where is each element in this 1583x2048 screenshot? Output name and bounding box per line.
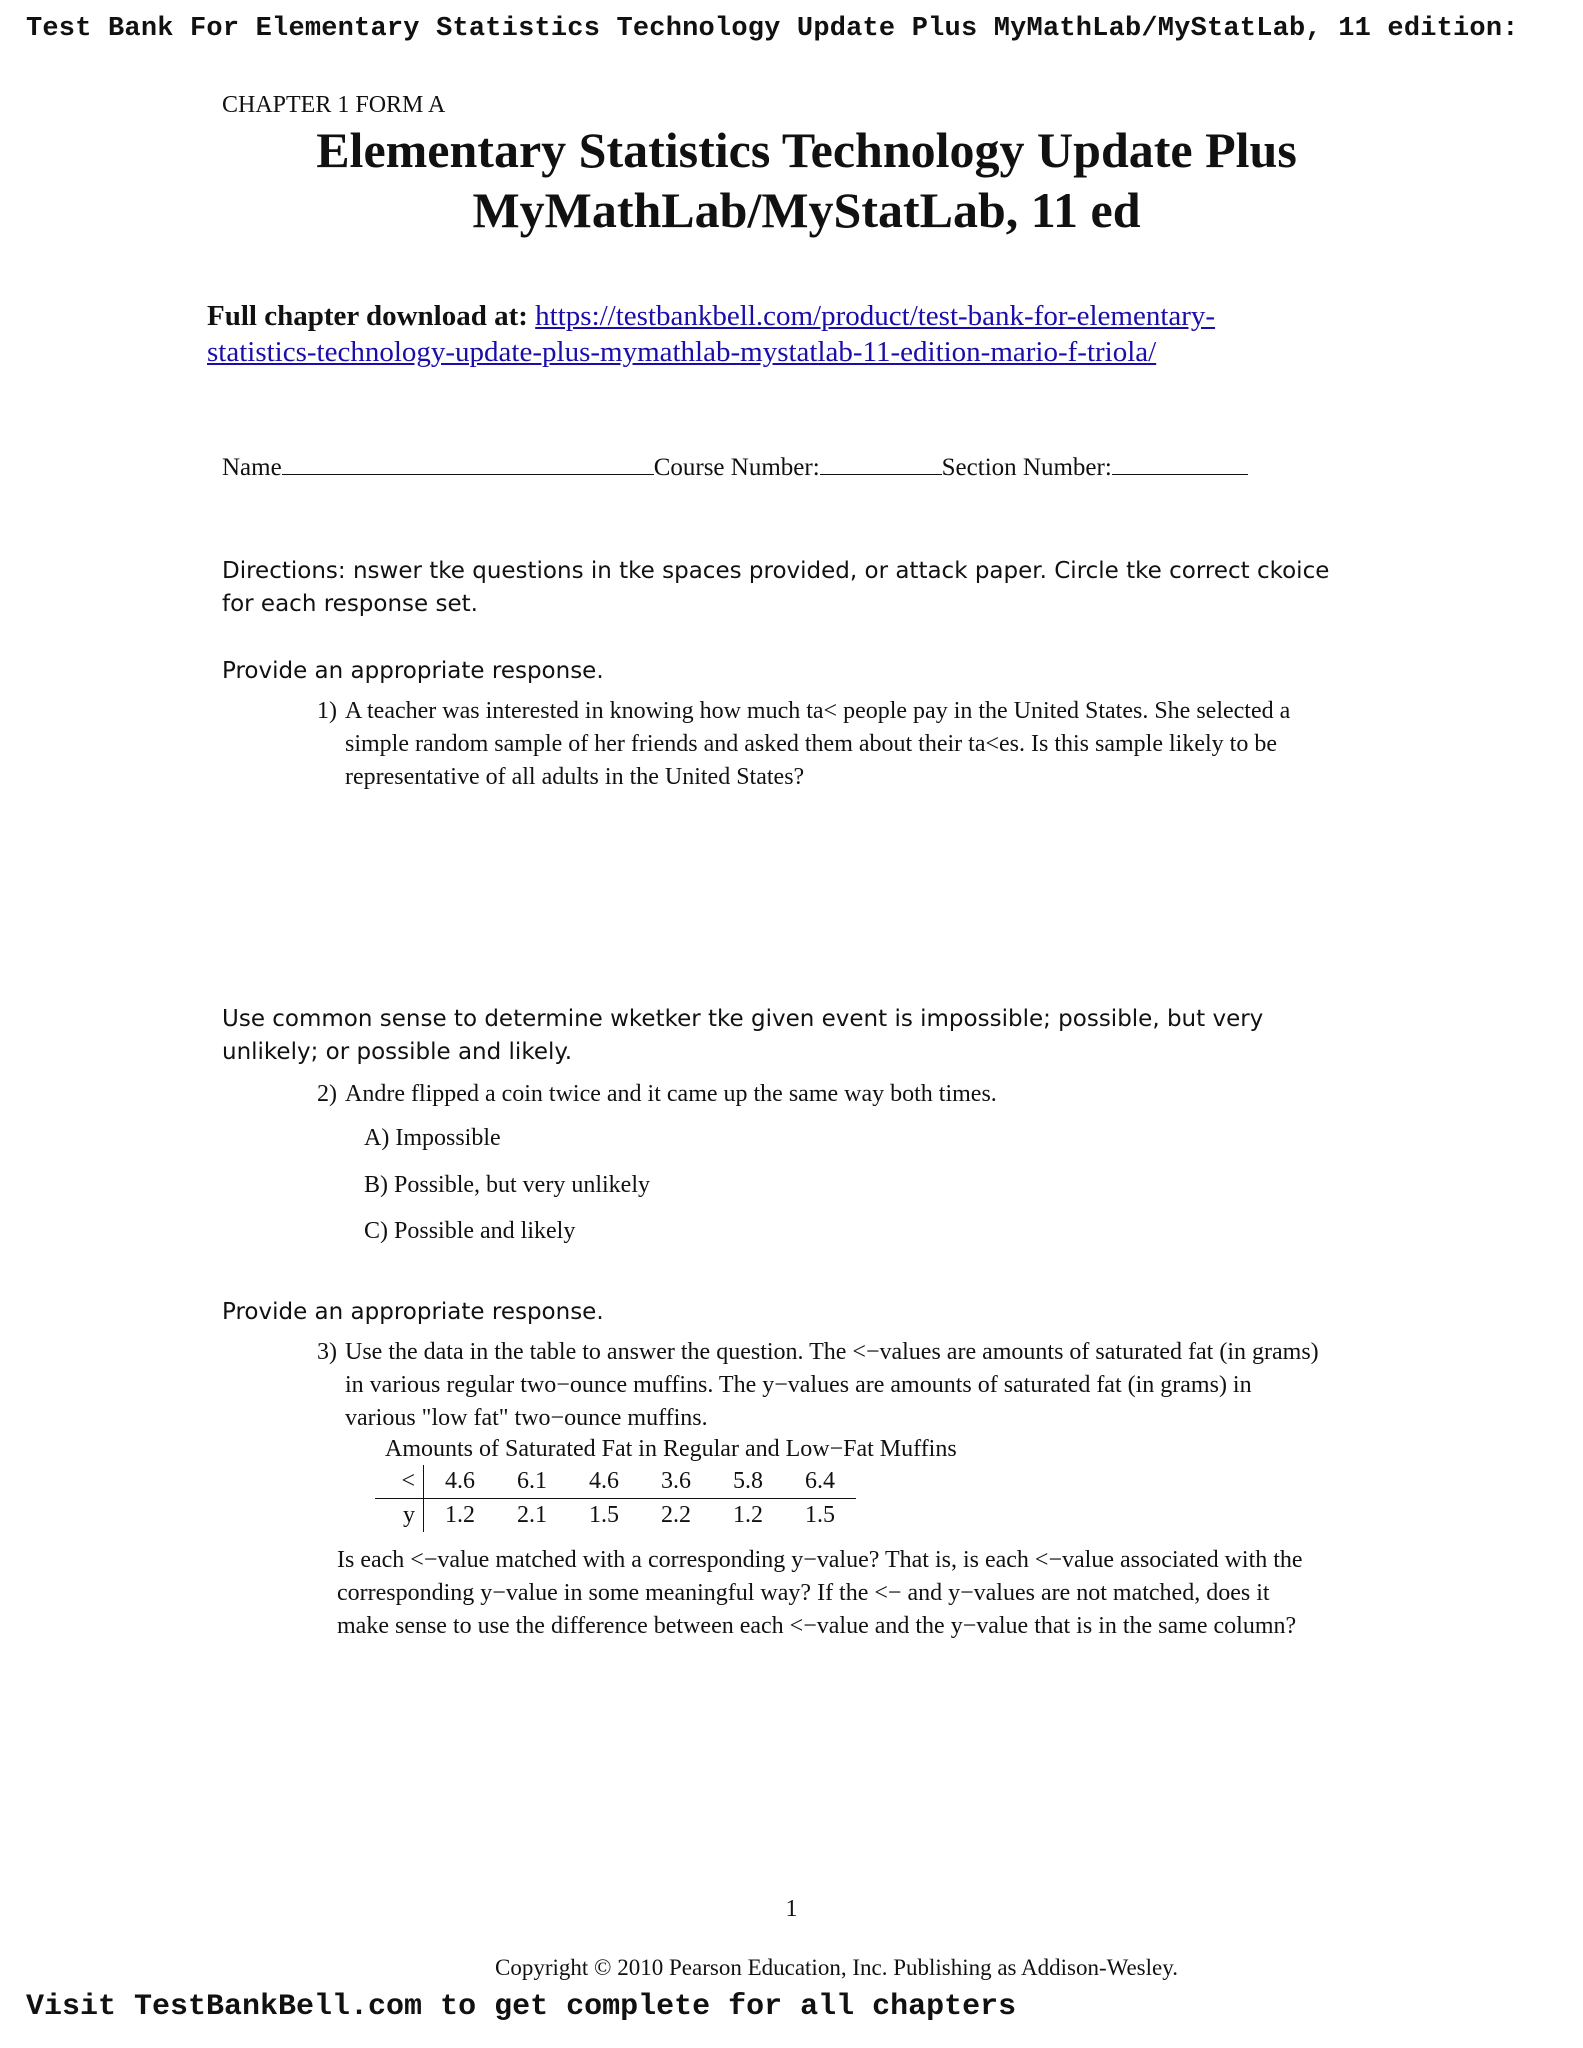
section-heading-2: Use common sense to determine wketker tke given event is impossible; possible, but very unlikely; or possible and likely. <box>222 1006 1264 1065</box>
table-cell: 2.2 <box>661 1502 691 1528</box>
choice-a[interactable]: A) Impossible <box>364 1125 501 1151</box>
directions: Directions: nswer tke questions in tke spaces provided, or attack paper. Circle tke correct ckoice for each response set. <box>222 558 1330 617</box>
download-link-line-1: https://testbankbell.com/product/test-bank-for-elementary- <box>535 300 1216 332</box>
table-cell: 2.1 <box>517 1502 547 1528</box>
question-3-number: 3) <box>317 1339 337 1365</box>
question-3-followup: Is each <−value matched with a corresponding y−value? That is, is each <−value associated with the corresponding y−value in some meaningful way? If the <− and y−values are not matched, does it make sense to use the difference between each <−value and the y−value that is in the same column? <box>337 1547 1303 1639</box>
question-1 <box>305 695 1325 794</box>
chapter-label: CHAPTER 1 FORM A <box>222 92 446 118</box>
table-cell: 5.8 <box>712 1465 784 1499</box>
name-blank[interactable] <box>282 452 654 475</box>
bottom-banner: Visit TestBankBell.com to get complete for all chapters <box>26 1990 1017 2024</box>
table-row-x <box>375 1465 856 1499</box>
fat-data-table <box>375 1465 856 1532</box>
top-banner: Test Bank For Elementary Statistics Technology Update Plus MyMathLab/MyStatLab, 11 edition: <box>26 14 1519 44</box>
question-3-text: Use the data in the table to answer the question. The <−values are amounts of saturated fat (in grams) in various regular two−ounce muffins. The y−values are amounts of saturated fat (in grams) in various "low fat" two−ounce muffins. <box>345 1339 1319 1431</box>
download-notice <box>207 298 1347 370</box>
course-number-label: Course Number: <box>653 454 820 481</box>
question-1-number: 1) <box>317 698 337 724</box>
question-1-text: A teacher was interested in knowing how much ta< people pay in the United States. She selected a simple random sample of her friends and asked them about their ta<es. Is this sample likely to be representative of all adults in the United States? <box>345 698 1291 790</box>
section-number-blank[interactable] <box>1112 452 1248 475</box>
table-cell: 4.6 <box>568 1465 640 1499</box>
question-3 <box>305 1336 1325 1435</box>
section-number-label: Section Number: <box>941 454 1112 481</box>
title-line-2: MyMathLab/MyStatLab, 11 ed <box>472 182 1141 238</box>
question-2-number: 2) <box>317 1081 337 1107</box>
table-cell: 1.5 <box>805 1502 835 1528</box>
student-info-line <box>222 452 1248 482</box>
section-heading-3: Provide an appropriate response. <box>222 1299 604 1325</box>
table-cell: 1.2 <box>733 1502 763 1528</box>
course-number-blank[interactable] <box>820 452 942 475</box>
page-number: 1 <box>785 1896 798 1922</box>
name-label: Name <box>222 454 282 481</box>
table-cell: 6.1 <box>496 1465 568 1499</box>
question-2 <box>305 1078 1325 1111</box>
choice-c[interactable]: C) Possible and likely <box>364 1218 576 1244</box>
table-cell: 3.6 <box>640 1465 712 1499</box>
download-link-line-2: statistics-technology-update-plus-mymathlab-mystatlab-11-edition-mario-f-triola/ <box>207 336 1157 368</box>
table-cell: 4.6 <box>424 1465 497 1499</box>
table-cell: 1.5 <box>589 1502 619 1528</box>
y-row-label: y <box>375 1499 424 1533</box>
copyright-footer: Copyright © 2010 Pearson Education, Inc. Publishing as Addison-Wesley. <box>495 1955 1178 1980</box>
table-cell: 1.2 <box>445 1502 475 1528</box>
page-title <box>0 120 1583 240</box>
table-row-y <box>375 1499 856 1533</box>
download-label: Full chapter download at: <box>207 300 528 332</box>
question-2-text: Andre flipped a coin twice and it came up the same way both times. <box>345 1081 997 1107</box>
title-line-1: Elementary Statistics Technology Update Plus <box>316 122 1297 178</box>
x-row-label: < <box>375 1465 424 1499</box>
table-title: Amounts of Saturated Fat in Regular and Low−Fat Muffins <box>385 1436 957 1462</box>
choice-b[interactable]: B) Possible, but very unlikely <box>364 1172 650 1198</box>
table-cell: 6.4 <box>784 1465 856 1499</box>
section-heading-1: Provide an appropriate response. <box>222 658 604 684</box>
